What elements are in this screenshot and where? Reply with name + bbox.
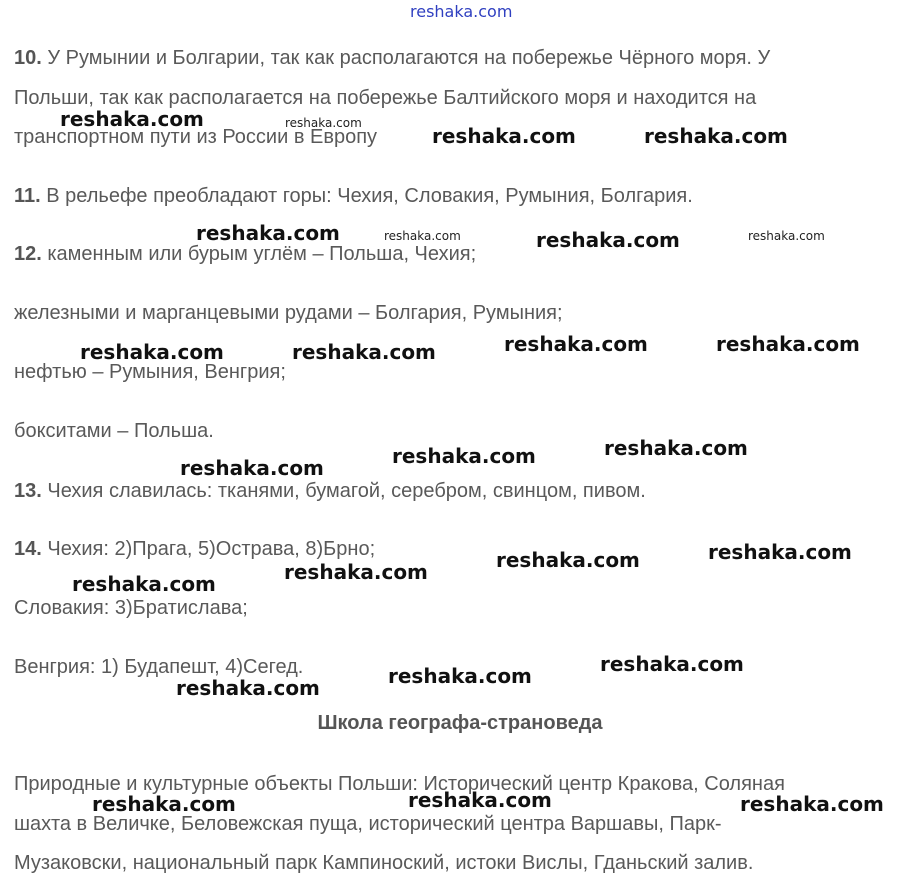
watermark: reshaka.com	[740, 792, 884, 816]
watermark: reshaka.com	[604, 436, 748, 460]
answer-12-line-1	[14, 242, 476, 266]
watermark: reshaka.com	[92, 792, 236, 816]
watermark: reshaka.com	[536, 228, 680, 252]
watermark: reshaka.com	[496, 548, 640, 572]
watermark: reshaka.com	[180, 456, 324, 480]
watermark: reshaka.com	[392, 444, 536, 468]
section-line-2: шахта в Величке, Беловежская пуща, исторический центра Варшавы, Парк-	[14, 813, 722, 835]
watermark: reshaka.com	[388, 664, 532, 688]
watermark: reshaka.com	[80, 340, 224, 364]
watermark: reshaka.com	[716, 332, 860, 356]
answer-10-line-3: транспортном пути из России в Европу	[14, 126, 378, 148]
answer-13-text: Чехия славилась: тканями, бумагой, серебром, свинцом, пивом.	[41, 480, 646, 502]
answer-10-text-1: У Румынии и Болгарии, так как располагаются на побережье Чёрного моря. У	[41, 47, 771, 69]
answer-14-line-1	[14, 537, 375, 561]
watermark: reshaka.com	[504, 332, 648, 356]
watermark-top: reshaka.com	[410, 2, 513, 21]
answer-10-number: 10.	[14, 47, 42, 69]
watermark: reshaka.com	[284, 560, 428, 584]
watermark-small: reshaka.com	[384, 229, 461, 243]
answer-10-line-1	[14, 46, 770, 70]
answer-12-line-3: нефтью – Румыния, Венгрия;	[14, 361, 286, 383]
answer-11-number: 11.	[14, 185, 41, 207]
answer-12-line-2: железными и марганцевыми рудами – Болгария, Румыния;	[14, 302, 563, 324]
answer-12-line-4: бокситами – Польша.	[14, 420, 214, 442]
watermark-small: reshaka.com	[285, 116, 362, 130]
section-title: Школа географа-страноведа	[317, 712, 603, 734]
watermark: reshaka.com	[600, 652, 744, 676]
answer-11-text: В рельефе преобладают горы: Чехия, Словакия, Румыния, Болгария.	[40, 185, 693, 207]
watermark: reshaka.com	[708, 540, 852, 564]
watermark: reshaka.com	[292, 340, 436, 364]
watermark: reshaka.com	[176, 676, 320, 700]
watermark: reshaka.com	[408, 788, 552, 812]
section-line-3: Музаковски, национальный парк Кампиноский, истоки Вислы, Гданьский залив.	[14, 852, 754, 874]
answer-13-number: 13.	[14, 480, 42, 502]
watermark-small: reshaka.com	[748, 229, 825, 243]
answer-14-number: 14.	[14, 538, 42, 560]
answer-12-text-1: каменным или бурым углём – Польша, Чехия;	[41, 243, 477, 265]
section-line-1: Природные и культурные объекты Польши: Исторический центр Кракова, Соляная	[14, 773, 785, 795]
watermark: reshaka.com	[432, 124, 576, 148]
answer-14-line-2: Словакия: 3)Братислава;	[14, 597, 248, 619]
answer-11	[14, 184, 693, 208]
watermark: reshaka.com	[60, 107, 204, 131]
watermark: reshaka.com	[196, 221, 340, 245]
answer-14-line-3: Венгрия: 1) Будапешт, 4)Сегед.	[14, 656, 304, 678]
answer-10-line-2: Польши, так как располагается на побережье Балтийского моря и находится на	[14, 87, 757, 109]
watermark: reshaka.com	[644, 124, 788, 148]
watermark: reshaka.com	[72, 572, 216, 596]
answer-14-text-1: Чехия: 2)Прага, 5)Острава, 8)Брно;	[41, 538, 376, 560]
answer-12-number: 12.	[14, 243, 42, 265]
answer-13	[14, 479, 646, 503]
